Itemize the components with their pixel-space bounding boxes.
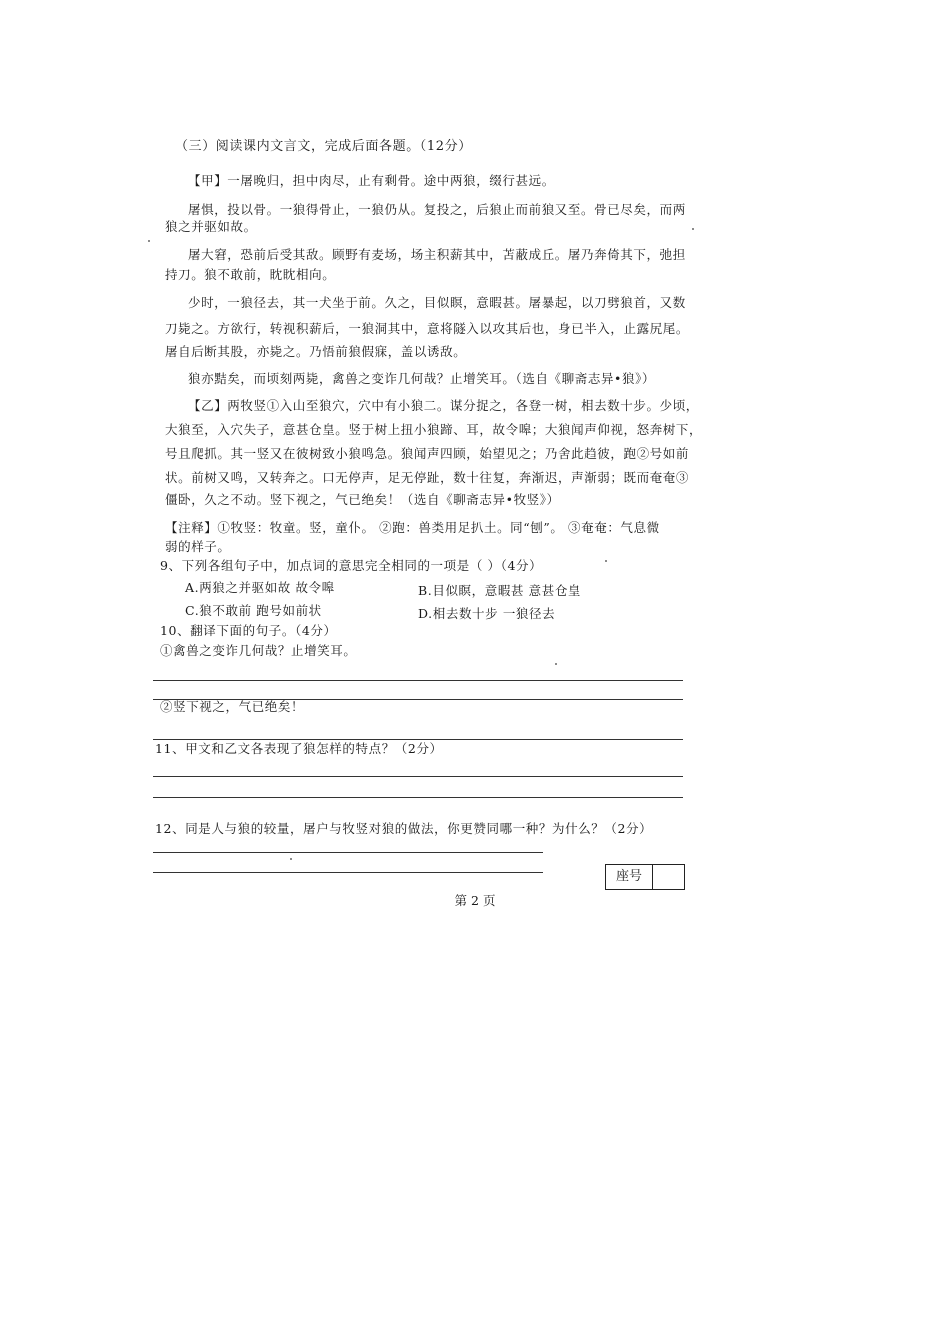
question-10-stem: 10、翻译下面的句子。（4分） xyxy=(160,623,337,638)
answer-line xyxy=(153,852,543,853)
question-9-option-a: A.两狼之并驱如故 故令嗥 xyxy=(185,580,335,595)
passage-jia-line: 屠惧，投以骨。一狼得骨止，一狼仍从。复投之，后狼止而前狼又至。骨已尽矣，而两 xyxy=(188,202,686,217)
question-11-stem: 11、甲文和乙文各表现了狼怎样的特点？（2分） xyxy=(155,741,443,756)
answer-line xyxy=(153,680,683,681)
seat-number-field[interactable] xyxy=(653,865,684,889)
passage-yi-line: 大狼至，入穴失子，意甚仓皇。竖于树上扭小狼蹄、耳，故令嗥；大狼闻声仰视，怒奔树下， xyxy=(165,422,703,437)
answer-line xyxy=(153,797,683,798)
question-9-option-d: D.相去数十步 一狼径去 xyxy=(418,606,556,621)
passage-jia-line: 刀毙之。方欲行，转视积薪后，一狼洞其中，意将隧入以攻其后也，身已半入，止露尻尾。 xyxy=(165,321,690,336)
scan-speck xyxy=(555,663,557,665)
annotation-line: 【注释】①牧竖：牧童。竖，童仆。 ②跑：兽类用足扒土。同“刨”。 ③奄奄：气息微 xyxy=(165,520,660,535)
question-10-sentence-1: ①禽兽之变诈几何哉？止增笑耳。 xyxy=(160,643,357,658)
scan-speck xyxy=(605,560,607,562)
passage-jia-line: 少时，一狼径去，其一犬坐于前。久之，目似瞑，意暇甚。屠暴起，以刀劈狼首，又数 xyxy=(188,295,686,310)
passage-jia-line: 屠自后断其股，亦毙之。乃悟前狼假寐，盖以诱敌。 xyxy=(165,344,467,359)
answer-line xyxy=(153,776,683,777)
passage-jia-line: 持刀。狼不敢前，眈眈相向。 xyxy=(165,267,336,282)
passage-yi-line: 【乙】两牧竖①入山至狼穴，穴中有小狼二。谋分捉之，各登一树，相去数十步。少顷， xyxy=(188,398,699,413)
passage-jia-line: 【甲】一屠晚归，担中肉尽，止有剩骨。途中两狼，缀行甚远。 xyxy=(188,173,555,188)
scan-speck xyxy=(692,228,694,230)
question-12-stem: 12、同是人与狼的较量，屠户与牧竖对狼的做法，你更赞同哪一种？为什么？（2分） xyxy=(155,821,653,836)
seat-number-box xyxy=(605,864,685,890)
passage-yi-line: 僵卧，久之不动。竖下视之，气已绝矣！（选自《聊斋志异•牧竖》） xyxy=(165,492,560,507)
passage-yi-line: 状。前树又鸣，又转奔之。口无停声，足无停趾，数十往复，奔渐迟，声渐弱；既而奄奄③ xyxy=(165,470,690,485)
passage-jia-line: 屠大窘，恐前后受其敌。顾野有麦场，场主积薪其中，苫蔽成丘。屠乃奔倚其下，弛担 xyxy=(188,247,686,262)
passage-yi-line: 号且爬抓。其一竖又在彼树致小狼鸣急。狼闻声四顾，始望见之；乃舍此趋彼，跑②号如前 xyxy=(165,446,690,461)
page-number: 第 2 页 xyxy=(454,893,496,908)
question-9-option-b: B.目似瞑，意暇甚 意甚仓皇 xyxy=(418,583,582,598)
question-10-sentence-2: ②竖下视之，气已绝矣！ xyxy=(160,699,305,714)
passage-jia-line: 狼之并驱如故。 xyxy=(165,219,257,234)
annotation-line: 弱的样子。 xyxy=(165,539,231,554)
scan-speck xyxy=(148,240,150,242)
question-9-option-c: C.狼不敢前 跑号如前状 xyxy=(185,603,322,618)
answer-line xyxy=(153,872,543,873)
passage-jia-line: 狼亦黠矣，而顷刻两毙，禽兽之变诈几何哉？止增笑耳。（选自《聊斋志异•狼》） xyxy=(188,371,656,386)
question-9-stem: 9、下列各组句子中，加点词的意思完全相同的一项是（ ）（4分） xyxy=(160,558,543,573)
section-heading: （三）阅读课内文言文，完成后面各题。（12分） xyxy=(175,139,472,154)
scan-speck xyxy=(290,858,292,860)
seat-number-label: 座号 xyxy=(606,865,653,889)
